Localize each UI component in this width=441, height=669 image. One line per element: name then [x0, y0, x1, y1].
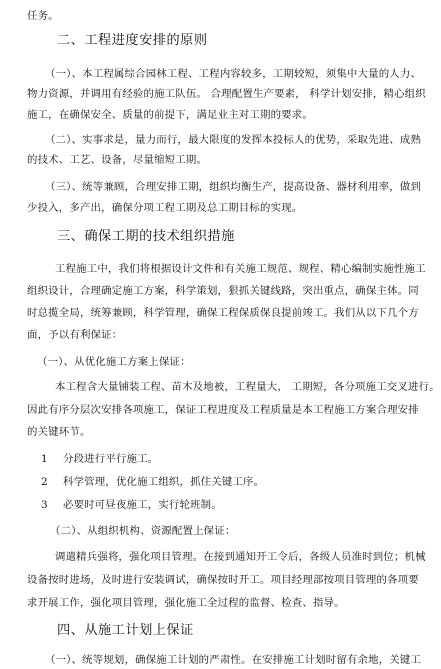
paragraph-line: 因此有序分层次安排各项施工，保证工程进度及工程质量是本工程施工方案合理安排 — [27, 404, 419, 416]
list-item-text: 科学管理，优化施工组织，抓住关键工序。 — [63, 476, 265, 488]
paragraph-line: 本工程含大量铺装工程、苗木及地被，工程量大， 工期短，各分项施工交叉进行。 — [55, 381, 440, 393]
paragraph-line: 工程施工中，我们将根据设计文件和有关施工规范、规程、精心编制实施性施工 — [55, 263, 426, 275]
paragraph-line: （一）、统等规划，确保施工计划的严肃性。在安排施工计划时留有余地，关键工 — [45, 654, 422, 666]
paragraph-line: 的技术、工艺、设备，尽量缩短工期。 — [27, 154, 208, 166]
paragraph-line: 物力资源，并调用有经验的施工队伍。 合理配置生产要素， 科学计划安排，精心组织 — [27, 88, 426, 100]
paragraph-line: 施工，在确保安全、质量的前提下，满足业主对工期的要求。 — [27, 109, 313, 121]
list-item-number: 3 — [41, 499, 48, 511]
paragraph-line: 调遣精兵强将，强化项目管理。在接到通知开工令后，各级人员准时到位；机械 — [55, 551, 426, 563]
list-item-number: 1 — [41, 453, 48, 465]
heading-section-3: 三、确保工期的技术组织措施 — [57, 229, 235, 244]
paragraph-line: 求开展工作，强化项目管理，强化施工全过程的监督、检查、指导。 — [27, 597, 345, 609]
paragraph-line: 面，予以有利保证： — [27, 329, 123, 341]
paragraph-line: 时总揽全局，统筹兼顾，科学管理，确保工程保质保良提前竣工。我们从以下几个方 — [27, 307, 419, 319]
paragraph-line: 组织设计，合理确定施工方案，科学策划，狠抓关键线路，突出重点，确保主体。同 — [27, 285, 419, 297]
heading-section-2: 二、工程进度安排的原则 — [57, 33, 208, 48]
paragraph-line: 设备按时进场，及时进行安装调试，确保按时开工。项目经理部按项目管理的各项要 — [27, 574, 419, 586]
paragraph-line: 的关键环节。 — [27, 426, 91, 438]
paragraph-line: （三）、统等兼顾，合理安排工期，组织均衡生产，提高设备、器材利用率，做到 — [45, 181, 422, 193]
heading-section-4: 四、从施工计划上保证 — [57, 623, 194, 638]
subheading-organization: （二）、从组织机构、资源配置上保证： — [50, 525, 236, 537]
paragraph-line: 少投入，多产出，确保分项工程工期及总工期目标的实现。 — [27, 202, 303, 214]
subheading-optimize-plan: （一）、从优化施工方案上保证： — [37, 356, 191, 368]
list-item-number: 2 — [41, 476, 48, 488]
list-item-text: 必要时可昼夜施工，实行轮班制。 — [63, 499, 222, 511]
paragraph-line: （一）、本工程属综合园林工程、工程内容较多，工期较短，须集中大量的人力、 — [45, 68, 422, 80]
top-fragment: 任务。 — [27, 10, 59, 22]
list-item-text: 分段进行平行施工。 — [63, 453, 159, 465]
paragraph-line: （二）、实事求是，量力而行，最大限度的发挥本投标人的优势，采取先进、成熟 — [45, 134, 422, 146]
